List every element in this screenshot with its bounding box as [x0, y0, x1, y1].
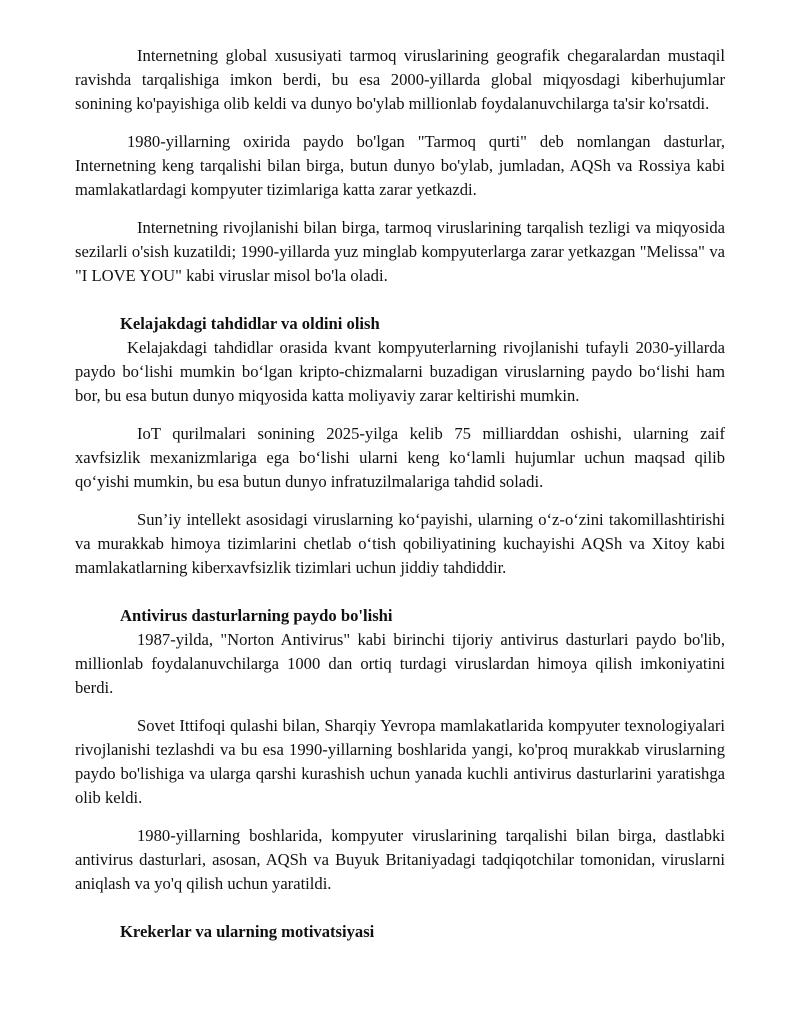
- paragraph: Sovet Ittifoqi qulashi bilan, Sharqiy Yevropa mamlakatlarida kompyuter texnologiyalari rivojlanishi tezlashdi va bu esa 1990-yillarning boshlarida yangi, ko'proq murakkab viruslarning paydo bo'lishiga va ularga qarshi kurashish uchun yanada kuchli antivirus dasturlarini yaratishga olib keldi.: [75, 716, 725, 807]
- document-page: [75, 44, 725, 944]
- paragraph: Kelajakdagi tahdidlar orasida kvant kompyuterlarning rivojlanishi tufayli 2030-yillarda paydo boʻlishi mumkin boʻlgan kripto-chizmalarni buzadigan viruslarning paydo boʻlishi ham bor, bu esa butun dunyo miqyosida katta moliyaviy zarar keltirishi mumkin.: [75, 338, 725, 405]
- paragraph: 1980-yillarning oxirida paydo bo'lgan "Tarmoq qurti" deb nomlangan dasturlar, Internetning keng tarqalishi bilan birga, butun dunyo bo'ylab, jumladan, AQSh va Rossiya kabi mamlakatlardagi kompyuter tizimlariga katta zarar yetkazdi.: [75, 132, 725, 199]
- section-gap: [75, 594, 725, 604]
- section-heading: Kelajakdagi tahdidlar va oldini olish: [120, 314, 380, 333]
- paragraph: 1980-yillarning boshlarida, kompyuter viruslarining tarqalishi bilan birga, dastlabki antivirus dasturlari, asosan, AQSh va Buyuk Britaniyadagi tadqiqotchilar tomonidan, viruslarni aniqlash va yo'q qilish uchun yaratildi.: [75, 826, 725, 893]
- section-gap: [75, 302, 725, 312]
- section-heading: Antivirus dasturlarning paydo bo'lishi: [120, 606, 393, 625]
- paragraph: IoT qurilmalari sonining 2025-yilga kelib 75 milliarddan oshishi, ularning zaif xavfsizlik mexanizmlariga ega boʻlishi ularni keng koʻlamli hujumlar uchun maqsad qilib qoʻyishi mumkin, bu esa butun dunyo infratuzilmalariga tahdid soladi.: [75, 424, 725, 491]
- section-gap: [75, 910, 725, 920]
- section-heading: Krekerlar va ularning motivatsiyasi: [120, 922, 375, 941]
- paragraph: Internetning rivojlanishi bilan birga, tarmoq viruslarining tarqalish tezligi va miqyosida sezilarli o'sish kuzatildi; 1990-yillarda yuz minglab kompyuterlarga zarar yetkazgan "Melissa" va "I LOVE YOU" kabi viruslar misol bo'la oladi.: [75, 218, 725, 285]
- paragraph: Internetning global xususiyati tarmoq viruslarining geografik chegaralardan mustaqil ravishda tarqalishiga imkon berdi, bu esa 2000-yillarda global miqyosdagi kiberhujumlar sonining ko'payishiga olib keldi va dunyo bo'ylab millionlab foydalanuvchilarga ta'sir ko'rsatdi.: [75, 46, 725, 113]
- paragraph: 1987-yilda, "Norton Antivirus" kabi birinchi tijoriy antivirus dasturlari paydo bo'lib, millionlab foydalanuvchilarga 1000 dan ortiq turdagi viruslardan himoya qilish imkoniyatini berdi.: [75, 630, 725, 697]
- paragraph: Sun’iy intellekt asosidagi viruslarning koʻpayishi, ularning oʻz-oʻzini takomillashtirishi va murakkab himoya tizimlarini chetlab oʻtish qobiliyatining kuchayishi AQSh va Xitoy kabi mamlakatlarning kiberxavfsizlik tizimlari uchun jiddiy tahdiddir.: [75, 510, 725, 577]
